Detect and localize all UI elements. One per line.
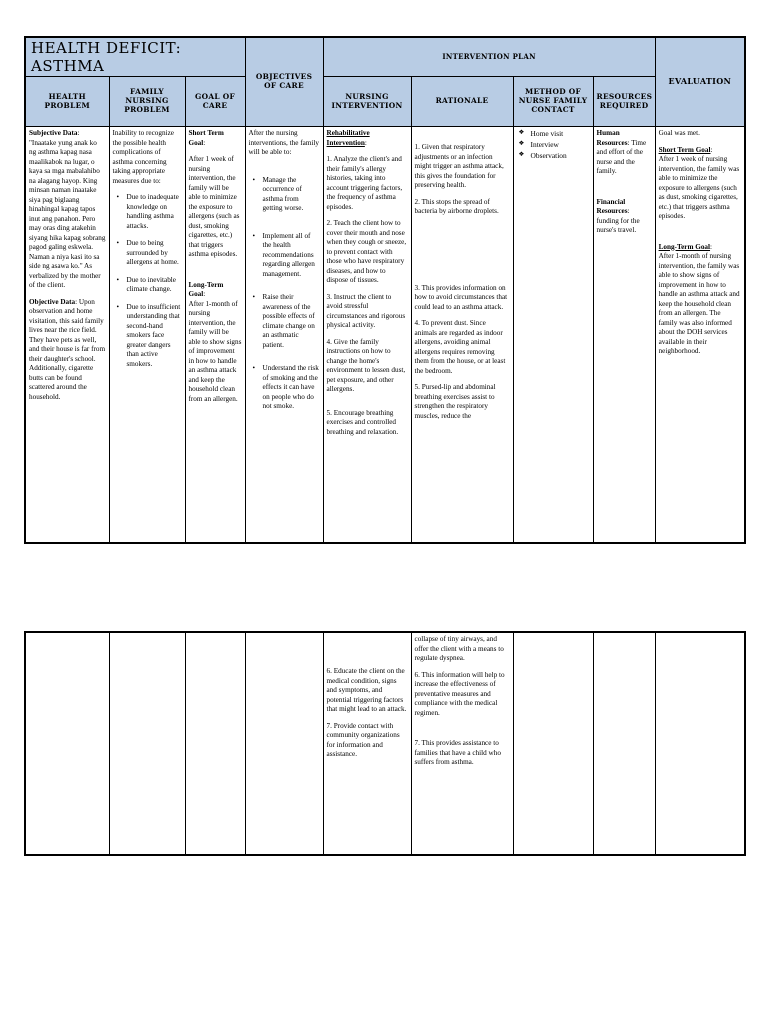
financial-resources-text: funding for the nurse's travel. bbox=[596, 216, 640, 234]
empty-cell bbox=[185, 632, 245, 855]
header-method: METHOD OF NURSE FAMILY CONTACT bbox=[513, 77, 593, 127]
short-goal-label: Short Term Goal bbox=[188, 129, 224, 147]
objective-item: • Implement all of the health recommendations regarding allergen management. bbox=[263, 232, 320, 280]
empty-cell bbox=[655, 632, 745, 855]
long-goal-text: After 1-month of nursing intervention, the family will be able to show signs of improvement in how to handle an asthma attack and keep the household clean from an allergen. bbox=[188, 299, 242, 403]
header-objectives: OBJECTIVES OF CARE bbox=[245, 37, 323, 127]
empty-cell bbox=[245, 632, 323, 855]
human-resources-text: Time and effort of the nurse and the family. bbox=[596, 138, 647, 175]
eval-long-label: Long-Term Goal bbox=[658, 242, 711, 251]
empty-cell bbox=[25, 632, 109, 855]
method-cell bbox=[513, 127, 593, 544]
family-problem-intro: Inability to recognize the possible health complications of asthma concerning taking appropriate measures due to: bbox=[112, 129, 174, 185]
intervention-item: 5. Encourage breathing exercises and controlled breathing and relaxation. bbox=[326, 408, 399, 436]
intervention-heading: Rehabilitative Intervention bbox=[326, 129, 370, 147]
intervention-item: 6. Educate the client on the medical condition, signs and symptoms, and potential triggering factors that might lead to an attack. bbox=[326, 667, 407, 713]
plan-title: HEALTH DEFICIT: ASTHMA bbox=[25, 37, 245, 77]
rationale-item: 5. Pursed-lip and abdominal breathing exercises assist to strengthen the respiratory muscles, reduce the bbox=[414, 383, 496, 420]
family-problem-item: • Due to being surrounded by allergens at home. bbox=[127, 239, 182, 268]
family-problem-item: • Due to insufficient understanding that second-hand smokers face greater dangers than active smokers. bbox=[127, 303, 182, 370]
header-goal: GOAL OF CARE bbox=[185, 77, 245, 127]
objective-item: • Raise their awareness of the possible effects of climate change on an asthmatic patient. bbox=[263, 293, 320, 350]
method-item: ❖ Interview bbox=[531, 140, 590, 150]
resources-cell: Human Resources: Time and effort of the nurse and the family. Financial Resources: funding for the nurse's travel. bbox=[593, 127, 655, 544]
objectives-intro: After the nursing interventions, the family will be able to: bbox=[248, 129, 319, 156]
objectives-cell bbox=[245, 127, 323, 544]
intervention-item: 2. Teach the client how to cover their mouth and nose when they cough or sneeze, to prevent contact with those who have respiratory diseases, and how to dispose of tissues. bbox=[326, 219, 407, 284]
empty-cell bbox=[513, 632, 593, 855]
objective-item: • Manage the occurrence of asthma from getting worse. bbox=[263, 176, 320, 214]
intervention-item: 7. Provide contact with community organizations for information and assistance. bbox=[326, 721, 400, 758]
rationale-item: 6. This information will help to increase the effectiveness of preventative measures and compliance with the medical regimen. bbox=[414, 670, 505, 717]
family-problem-cell bbox=[109, 127, 185, 544]
short-goal-text: After 1 week of nursing intervention, the family will be able to minimize the exposure to allergens (such as dust, smoking cigarettes, etc.) that triggers asthma episodes. bbox=[188, 155, 240, 258]
header-intervention-plan: INTERVENTION PLAN bbox=[323, 37, 655, 77]
intervention-item: 3. Instruct the client to avoid stressful circumstances and rigorous physical activity. bbox=[326, 292, 406, 329]
objective-item: • Understand the risk of smoking and the effects it can have on people who do not smoke. bbox=[263, 364, 320, 412]
rationale-cell bbox=[411, 127, 513, 544]
rationale-item: collapse of tiny airways, and offer the client with a means to regulate dyspnea. bbox=[414, 635, 504, 662]
intervention-item: 1. Analyze the client's and their family's allergy histories, taking into account triggering factors, the frequency of asthma episodes. bbox=[326, 155, 403, 211]
objective-label: Objective Data bbox=[29, 297, 76, 306]
family-problem-item: • Due to inadequate knowledge on handling asthma attacks. bbox=[127, 193, 182, 231]
intervention-item: 4. Give the family instructions on how to change the home's environment to lessen dust, pet exposure, and other allergens. bbox=[326, 337, 406, 393]
health-problem-cell: Subjective Data: "Inaatake yung anak ko ng asthma kapag nasa maalikabok na lugar, o kaya sa mga mabalahibo na alagang hayop. King minsan naman inaatake siya pag biglaang hinahingal kapag tapos inut ang panahon. Pero may oras ding atakehin siyang hika kapag sobrang pagod galing eskwela. Naman a niya kasi ito sa side ng asawa ko." As verbalized by the mother of the client. Objective Data: Upon observation and home visitation, this said family lives near the rice field. They have pets as well, and their house is far from their daughter's school. Additionally, cigarette butts can be found scattered around the household. bbox=[25, 127, 109, 544]
eval-long-text: After 1-month of nursing intervention, the family was able to show signs of improvement in how to handle an asthma attack and keep the household clean from an allergen. The family was also informed about the DOH services available in their neighborhood. bbox=[658, 252, 740, 355]
objective-text: Upon observation and home visitation, this said family lives near the rice field. They have pets as well, and their house is far from their daughter's school. Additionally, cigarette butts can be found scattered around the household. bbox=[29, 297, 106, 401]
header-family-problem: FAMILY NURSING PROBLEM bbox=[109, 77, 185, 127]
evaluation-intro: Goal was met. bbox=[658, 129, 700, 137]
care-plan-table-page-1 bbox=[24, 36, 746, 544]
empty-cell bbox=[593, 632, 655, 855]
evaluation-cell: Goal was met. Short Term Goal: After 1 week of nursing intervention, the family was able to minimize the exposure to allergens (such as dust, smoking cigarettes, etc.) that triggers asthma episodes. Long-Term Goal: After 1-month of nursing intervention, the family was able to show signs of improvement in how to handle an asthma attack and keep the household clean from an allergen. The family was also informed about the DOH services available in their neighborhood. bbox=[655, 127, 745, 544]
goal-cell: Short Term Goal: After 1 week of nursing intervention, the family will be able to minimize the exposure to allergens (such as dust, smoking cigarettes, etc.) that triggers asthma episodes. Long-Term Goal: After 1-month of nursing intervention, the family will be able to show signs of improvement in how to handle an asthma attack and keep the household clean from an allergen. bbox=[185, 127, 245, 544]
eval-short-text: After 1 week of nursing intervention, the family was able to minimize the exposure to allergens (such as dust, smoking cigarettes, etc.) that triggers asthma episodes. bbox=[658, 155, 740, 220]
care-plan-table-page-2 bbox=[24, 631, 746, 856]
family-problem-item: • Due to inevitable climate change. bbox=[127, 276, 182, 295]
subjective-text: "Inaatake yung anak ko ng asthma kapag nasa maalikabok na lugar, o kaya sa mga mabalahibo na alagang hayop. King minsan naman inaatake siya pag biglaang hinahingal kapag tapos inut ang panahon. Pero may oras ding atakehin siyang hika kapag sobrang pagod galing eskwela. Naman a niya kasi ito sa side ng asawa ko." As verbalized by the mother of the client. bbox=[29, 138, 106, 289]
empty-cell bbox=[109, 632, 185, 855]
rationale-cell-cont bbox=[411, 632, 513, 855]
rationale-item: 7. This provides assistance to families that have a child who suffers from asthma. bbox=[414, 739, 501, 766]
header-rationale: RATIONALE bbox=[411, 77, 513, 127]
financial-resources-label: Financial Resources bbox=[596, 197, 628, 215]
subjective-label: Subjective Data bbox=[29, 129, 78, 137]
method-item: ❖ Home visit bbox=[531, 129, 590, 139]
eval-short-label: Short Term Goal bbox=[658, 145, 711, 154]
rationale-item: 3. This provides information on how to avoid circumstances that could lead to an asthma attack. bbox=[414, 283, 508, 311]
header-evaluation: EVALUATION bbox=[655, 37, 745, 127]
nursing-intervention-cell-cont bbox=[323, 632, 411, 855]
rationale-item: 2. This stops the spread of bacteria by airborne droplets. bbox=[414, 197, 499, 215]
long-goal-label: Long-Term Goal bbox=[188, 280, 224, 298]
header-nursing-intervention: NURSING INTERVENTION bbox=[323, 77, 411, 127]
header-resources: RESOURCES REQUIRED bbox=[593, 77, 655, 127]
nursing-intervention-cell: Rehabilitative Intervention: 1. Analyze the client's and their family's allergy histories, taking into account triggering factors, the frequency of asthma episodes. 2. Teach the client how to cover their mouth and nose when they cough or sneeze, to prevent contact with those who have respiratory diseases, and how to dispose of tissues. 3. Instruct the client to avoid stressful circumstances and rigorous physical activity. 4. Give the family instructions on how to change the home's environment to lessen dust, pet exposure, and other allergens. 5. Encourage breathing exercises and controlled breathing and relaxation. bbox=[323, 127, 411, 544]
human-resources-label: Human Resources bbox=[596, 129, 628, 147]
method-item: ❖ Observation bbox=[531, 151, 590, 161]
header-health-problem: HEALTH PROBLEM bbox=[25, 77, 109, 127]
rationale-item: 1. Given that respiratory adjustments or an infection might trigger an asthma attack, this gives the foundation for preserving health. bbox=[414, 143, 504, 189]
rationale-item: 4. To prevent dust. Since animals are regarded as indoor allergens, avoiding animal allergens requires removing them from the house, or at least the bedroom. bbox=[414, 319, 506, 375]
